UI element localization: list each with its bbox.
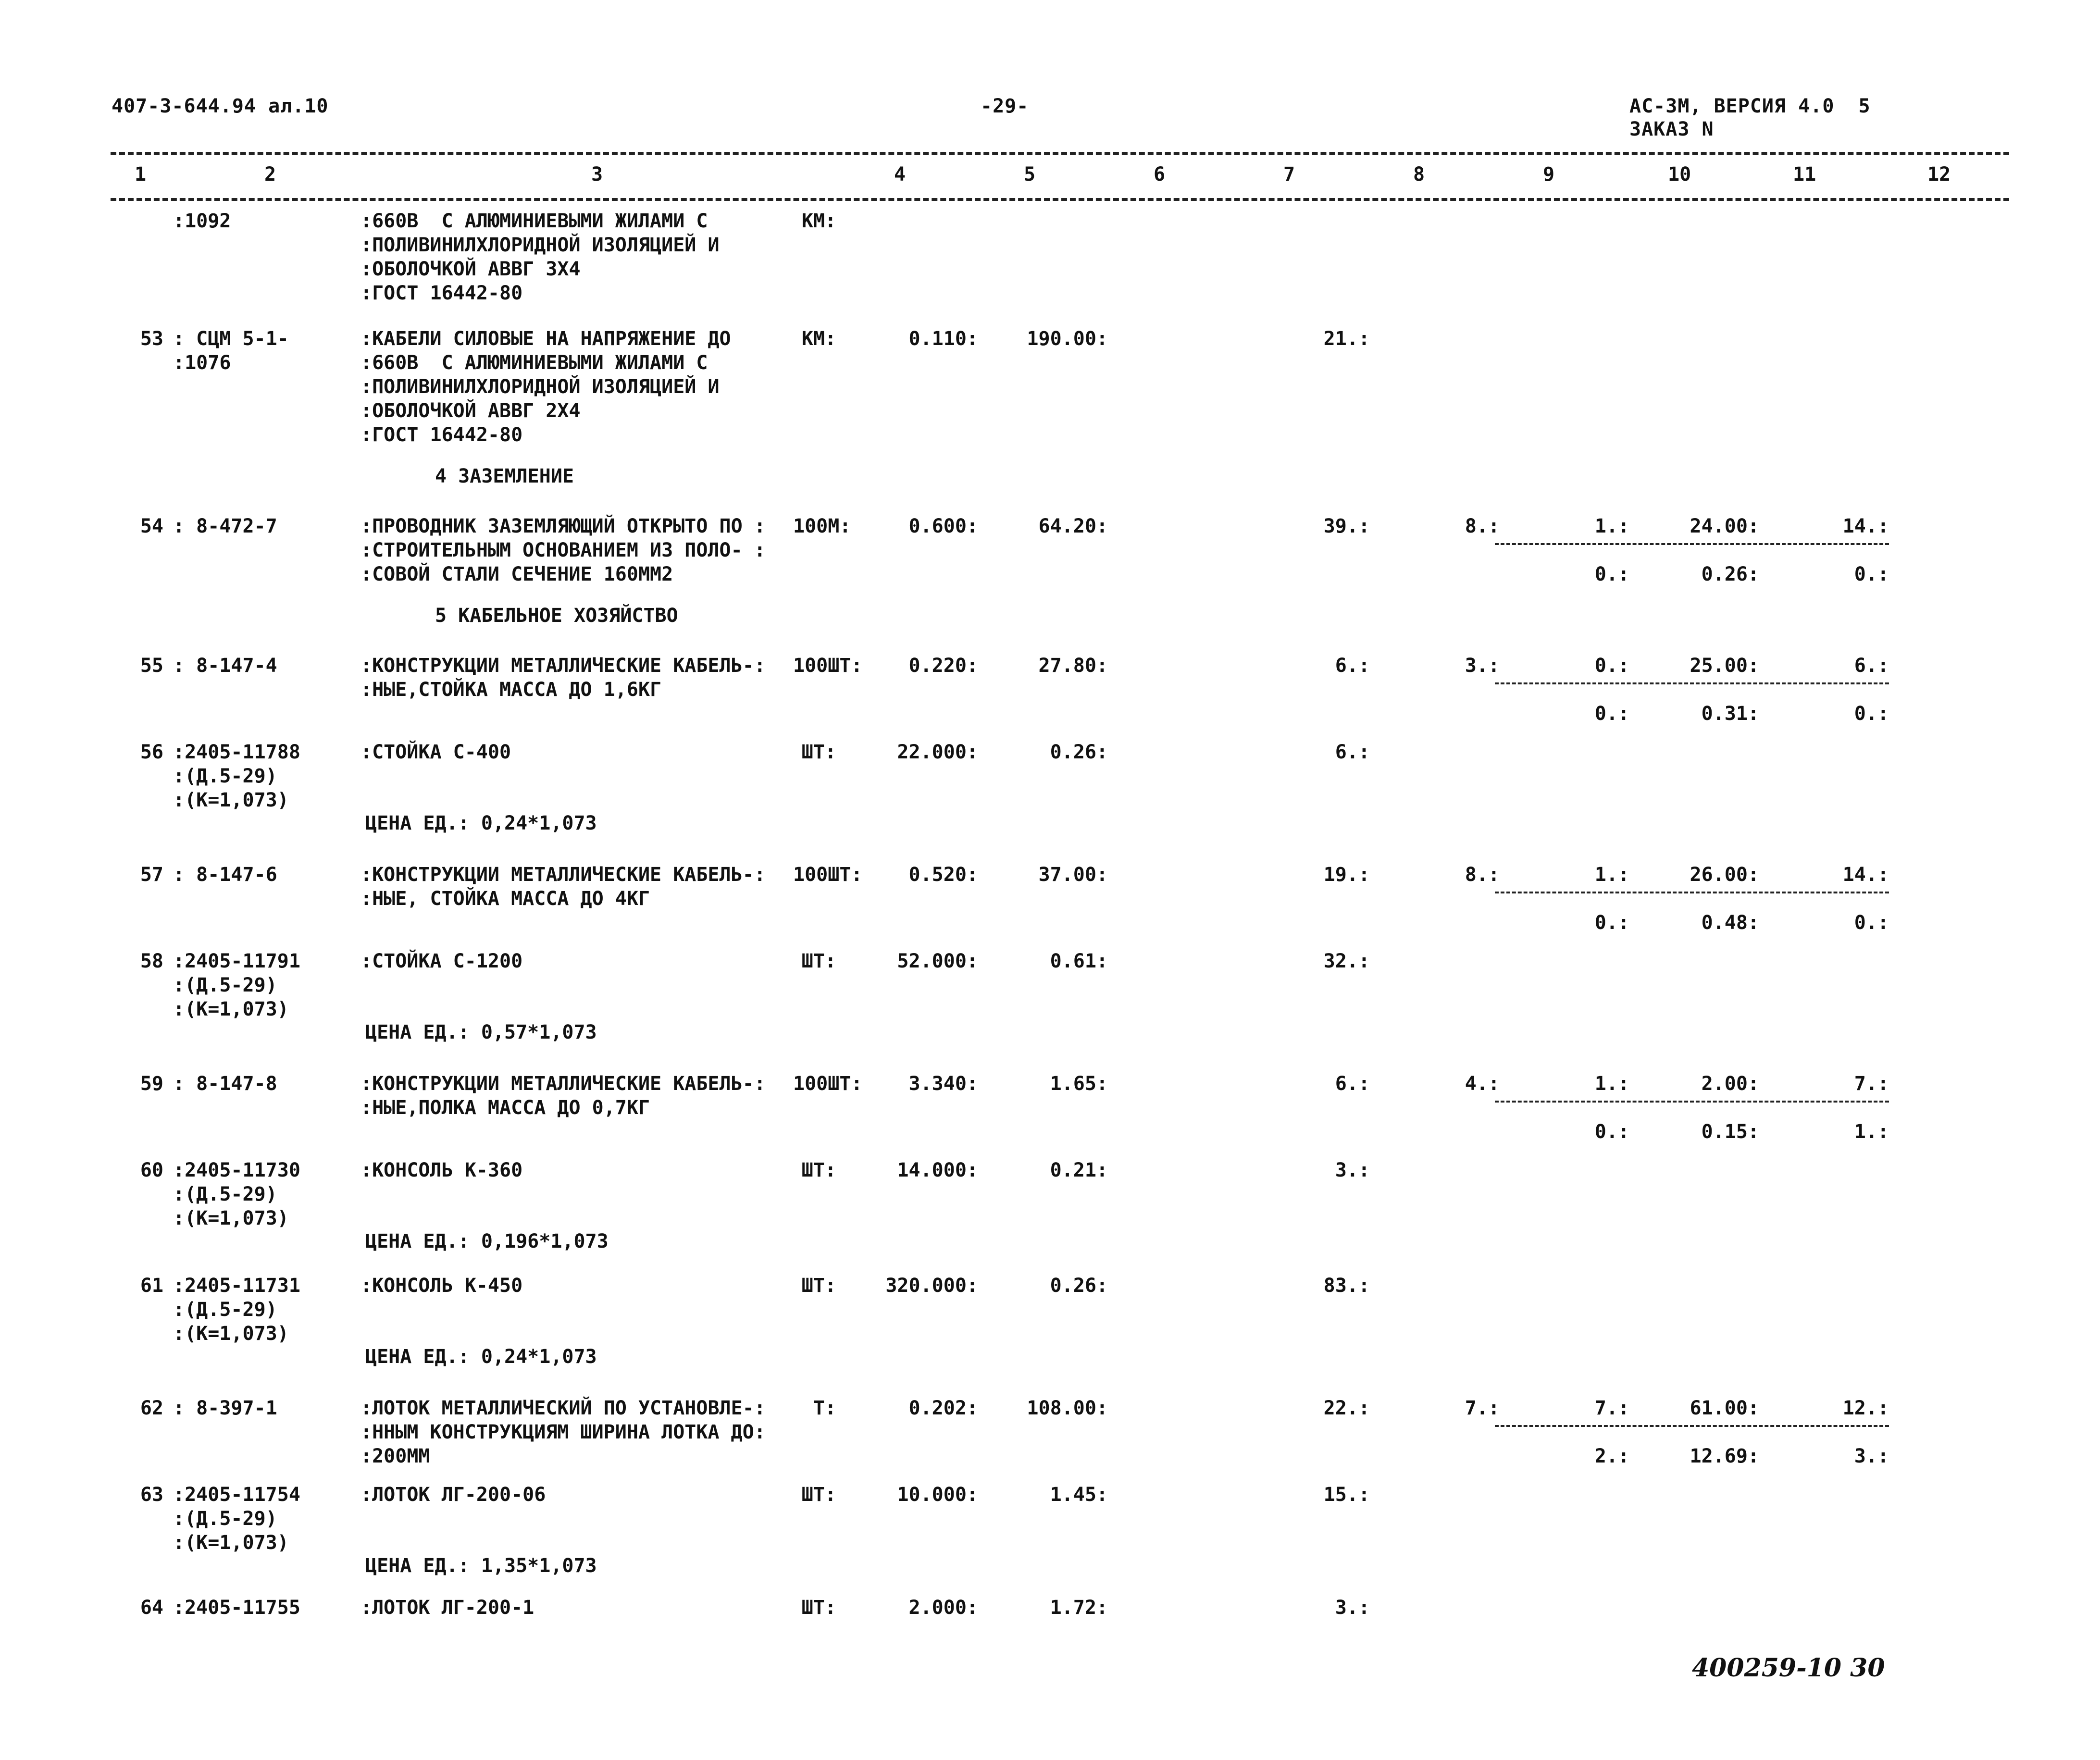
cell-code: :2405-11754 :(Д.5-29) :(К=1,073)	[173, 1484, 300, 1554]
cell-c7: 39.:	[1323, 515, 1370, 537]
cell-desc: :КОНСТРУКЦИИ МЕТАЛЛИЧЕСКИЕ КАБЕЛЬ-: :НЫЕ,СТОЙКА МАССА ДО 1,6КГ	[360, 655, 766, 701]
cell-c10b: 0.31:	[1701, 703, 1759, 725]
cell-code: :1092	[173, 210, 231, 232]
cell-num: 62	[140, 1397, 163, 1419]
cell-c7: 3.:	[1335, 1597, 1370, 1619]
cell-num: 56	[140, 741, 163, 763]
cell-code: : 8-147-6	[173, 864, 277, 886]
cell-desc: :СТОЙКА С-1200	[360, 950, 523, 972]
cell-c7: 22.:	[1323, 1397, 1370, 1419]
cell-code: : 8-147-4	[173, 655, 277, 677]
cell-c4: 0.600:	[908, 515, 978, 537]
cell-c8: 8.:	[1465, 515, 1500, 537]
subtotal-divider	[1495, 543, 1889, 545]
cell-code: : 8-472-7	[173, 515, 277, 537]
col-header-10: 10	[1668, 163, 1691, 186]
cell-c10: 2.00:	[1701, 1073, 1759, 1095]
cell-code: :2405-11731 :(Д.5-29) :(К=1,073)	[173, 1275, 300, 1345]
cell-unit: 100ШТ:	[793, 1073, 863, 1095]
unit-price-note: ЦЕНА ЕД.: 0,24*1,073	[365, 1346, 597, 1368]
col-header-12: 12	[1927, 163, 1951, 186]
cell-c10b: 12.69:	[1690, 1445, 1759, 1467]
cell-c5: 37.00:	[1038, 864, 1108, 886]
cell-c11b: 1.:	[1854, 1121, 1889, 1143]
cell-num: 59	[140, 1073, 163, 1095]
cell-num: 55	[140, 655, 163, 677]
subtotal-divider	[1495, 1101, 1889, 1103]
cell-c7: 19.:	[1323, 864, 1370, 886]
cell-c5: 64.20:	[1038, 515, 1108, 537]
top-rule	[111, 152, 2009, 155]
cell-c4: 14.000:	[897, 1159, 978, 1181]
cell-c4: 22.000:	[897, 741, 978, 763]
cell-unit: ШТ:	[801, 1597, 836, 1619]
col-header-2: 2	[264, 163, 276, 186]
col-header-5: 5	[1024, 163, 1036, 186]
cell-c10: 61.00:	[1690, 1397, 1759, 1419]
cell-c5: 0.61:	[1050, 950, 1108, 972]
cell-c8: 3.:	[1465, 655, 1500, 677]
cell-unit: КМ:	[801, 210, 836, 232]
col-header-3: 3	[591, 163, 603, 186]
cell-c11: 14.:	[1842, 864, 1889, 886]
cell-desc: :КАБЕЛИ СИЛОВЫЕ НА НАПРЯЖЕНИЕ ДО :660В С АЛЮМИНИЕВЫМИ ЖИЛАМИ С :ПОЛИВИНИЛХЛОРИДНОЙ ИЗОЛЯЦИЕЙ И :ОБОЛОЧКОЙ АВВГ 2Х4 :ГОСТ 16442-80	[360, 328, 731, 446]
cell-c4: 3.340:	[908, 1073, 978, 1095]
cell-code: :2405-11788 :(Д.5-29) :(К=1,073)	[173, 741, 300, 811]
cell-code: :2405-11791 :(Д.5-29) :(К=1,073)	[173, 950, 300, 1020]
cell-c9: 1.:	[1594, 864, 1629, 886]
cell-c9: 0.:	[1594, 655, 1629, 677]
cell-c5: 1.65:	[1050, 1073, 1108, 1095]
cell-c8: 7.:	[1465, 1397, 1500, 1419]
cell-num: 53	[140, 328, 163, 350]
col-header-1: 1	[135, 163, 147, 186]
handwritten-note: 400259-10 30	[1692, 1653, 1885, 1683]
cell-code: : 8-397-1	[173, 1397, 277, 1419]
cell-c9: 7.:	[1594, 1397, 1629, 1419]
cell-c11: 6.:	[1854, 655, 1889, 677]
cell-c7: 3.:	[1335, 1159, 1370, 1181]
cell-desc: :КОНСТРУКЦИИ МЕТАЛЛИЧЕСКИЕ КАБЕЛЬ-: :НЫЕ,ПОЛКА МАССА ДО 0,7КГ	[360, 1073, 766, 1119]
cell-unit: ШТ:	[801, 950, 836, 972]
cell-code: : СЦМ 5-1- :1076	[173, 328, 289, 374]
cell-desc: :КОНСТРУКЦИИ МЕТАЛЛИЧЕСКИЕ КАБЕЛЬ-: :НЫЕ, СТОЙКА МАССА ДО 4КГ	[360, 864, 766, 910]
cell-num: 60	[140, 1159, 163, 1181]
cell-c4: 10.000:	[897, 1484, 978, 1506]
subtotal-divider	[1495, 682, 1889, 684]
col-header-9: 9	[1543, 163, 1555, 186]
col-header-8: 8	[1413, 163, 1425, 186]
cell-unit: 100М:	[793, 515, 851, 537]
cell-c9b: 0.:	[1594, 912, 1629, 934]
cell-c4: 2.000:	[908, 1597, 978, 1619]
cell-unit: ШТ:	[801, 1484, 836, 1506]
subtotal-divider	[1495, 1425, 1889, 1427]
unit-price-note: ЦЕНА ЕД.: 0,196*1,073	[365, 1230, 609, 1252]
col-header-11: 11	[1793, 163, 1816, 186]
col-header-4: 4	[894, 163, 906, 186]
cell-c5: 0.26:	[1050, 1275, 1108, 1297]
page-number: -29-	[981, 95, 1029, 117]
cell-c7: 6.:	[1335, 1073, 1370, 1095]
subtotal-divider	[1495, 892, 1889, 893]
col-header-7: 7	[1283, 163, 1295, 186]
cell-c7: 32.:	[1323, 950, 1370, 972]
header-rule	[111, 198, 2009, 201]
cell-desc: :ЛОТОК ЛГ-200-1	[360, 1597, 534, 1619]
cell-desc: :ЛОТОК ЛГ-200-06	[360, 1484, 546, 1506]
cell-c5: 1.45:	[1050, 1484, 1108, 1506]
cell-c7: 21.:	[1323, 328, 1370, 350]
cell-c9: 1.:	[1594, 515, 1629, 537]
cell-c9b: 2.:	[1594, 1445, 1629, 1467]
cell-c11: 14.:	[1842, 515, 1889, 537]
cell-num: 63	[140, 1484, 163, 1506]
cell-code: :2405-11730 :(Д.5-29) :(К=1,073)	[173, 1159, 300, 1229]
cell-c9b: 0.:	[1594, 1121, 1629, 1143]
program-version: АС-3М, ВЕРСИЯ 4.0 5	[1629, 95, 1871, 117]
cell-c7: 83.:	[1323, 1275, 1370, 1297]
cell-c11b: 3.:	[1854, 1445, 1889, 1467]
cell-c10b: 0.26:	[1701, 563, 1759, 585]
cell-num: 61	[140, 1275, 163, 1297]
cell-code: : 8-147-8	[173, 1073, 277, 1095]
cell-c4: 52.000:	[897, 950, 978, 972]
cell-desc: :ЛОТОК МЕТАЛЛИЧЕСКИЙ ПО УСТАНОВЛЕ-: :ННЫМ КОНСТРУКЦИЯМ ШИРИНА ЛОТКА ДО: :200ММ	[360, 1397, 766, 1467]
cell-c4: 0.520:	[908, 864, 978, 886]
cell-c4: 0.220:	[908, 655, 978, 677]
cell-desc: :КОНСОЛЬ К-450	[360, 1275, 523, 1297]
cell-num: 57	[140, 864, 163, 886]
cell-c7: 6.:	[1335, 655, 1370, 677]
cell-unit: КМ:	[801, 328, 836, 350]
cell-num: 58	[140, 950, 163, 972]
cell-desc: :СТОЙКА С-400	[360, 741, 511, 763]
cell-unit: 100ШТ:	[793, 864, 863, 886]
cell-c11b: 0.:	[1854, 563, 1889, 585]
cell-c4: 320.000:	[885, 1275, 978, 1297]
cell-num: 64	[140, 1597, 163, 1619]
cell-code: :2405-11755	[173, 1597, 300, 1619]
cell-c5: 27.80:	[1038, 655, 1108, 677]
cell-c5: 1.72:	[1050, 1597, 1108, 1619]
cell-c5: 0.26:	[1050, 741, 1108, 763]
unit-price-note: ЦЕНА ЕД.: 0,57*1,073	[365, 1021, 597, 1043]
cell-c5: 0.21:	[1050, 1159, 1108, 1181]
cell-unit: 100ШТ:	[793, 655, 863, 677]
cell-c10b: 0.15:	[1701, 1121, 1759, 1143]
section-heading-cable: 5 КАБЕЛЬНОЕ ХОЗЯЙСТВО	[435, 605, 678, 627]
cell-c10b: 0.48:	[1701, 912, 1759, 934]
order-number: ЗАКАЗ N	[1629, 118, 1714, 140]
cell-c8: 8.:	[1465, 864, 1500, 886]
unit-price-note: ЦЕНА ЕД.: 0,24*1,073	[365, 812, 597, 834]
cell-c4: 0.110:	[908, 328, 978, 350]
col-header-6: 6	[1154, 163, 1166, 186]
cell-desc: :660В С АЛЮМИНИЕВЫМИ ЖИЛАМИ С :ПОЛИВИНИЛХЛОРИДНОЙ ИЗОЛЯЦИЕЙ И :ОБОЛОЧКОЙ АВВГ 3Х4 :ГОСТ 16442-80	[360, 210, 720, 304]
cell-c11b: 0.:	[1854, 703, 1889, 725]
cell-c7: 6.:	[1335, 741, 1370, 763]
cell-desc: :ПРОВОДНИК ЗАЗЕМЛЯЮЩИЙ ОТКРЫТО ПО : :СТРОИТЕЛЬНЫМ ОСНОВАНИЕМ ИЗ ПОЛО- : :СОВОЙ СТАЛИ СЕЧЕНИЕ 160ММ2	[360, 515, 766, 585]
cell-c9b: 0.:	[1594, 563, 1629, 585]
cell-c10: 25.00:	[1690, 655, 1759, 677]
doc-code: 407-3-644.94 ал.10	[112, 95, 329, 117]
cell-c11: 7.:	[1854, 1073, 1889, 1095]
cell-c11b: 0.:	[1854, 912, 1889, 934]
cell-c5: 190.00:	[1027, 328, 1108, 350]
cell-unit: ШТ:	[801, 1159, 836, 1181]
cell-unit: ШТ:	[801, 1275, 836, 1297]
section-heading-grounding: 4 ЗАЗЕМЛЕНИЕ	[435, 465, 574, 487]
cell-c10: 24.00:	[1690, 515, 1759, 537]
unit-price-note: ЦЕНА ЕД.: 1,35*1,073	[365, 1555, 597, 1577]
cell-c8: 4.:	[1465, 1073, 1500, 1095]
cell-unit: Т:	[813, 1397, 836, 1419]
cell-c4: 0.202:	[908, 1397, 978, 1419]
cell-c5: 108.00:	[1027, 1397, 1108, 1419]
cell-c11: 12.:	[1842, 1397, 1889, 1419]
cell-desc: :КОНСОЛЬ К-360	[360, 1159, 523, 1181]
cell-num: 54	[140, 515, 163, 537]
cell-unit: ШТ:	[801, 741, 836, 763]
cell-c9b: 0.:	[1594, 703, 1629, 725]
cell-c10: 26.00:	[1690, 864, 1759, 886]
cell-c7: 15.:	[1323, 1484, 1370, 1506]
cell-c9: 1.:	[1594, 1073, 1629, 1095]
